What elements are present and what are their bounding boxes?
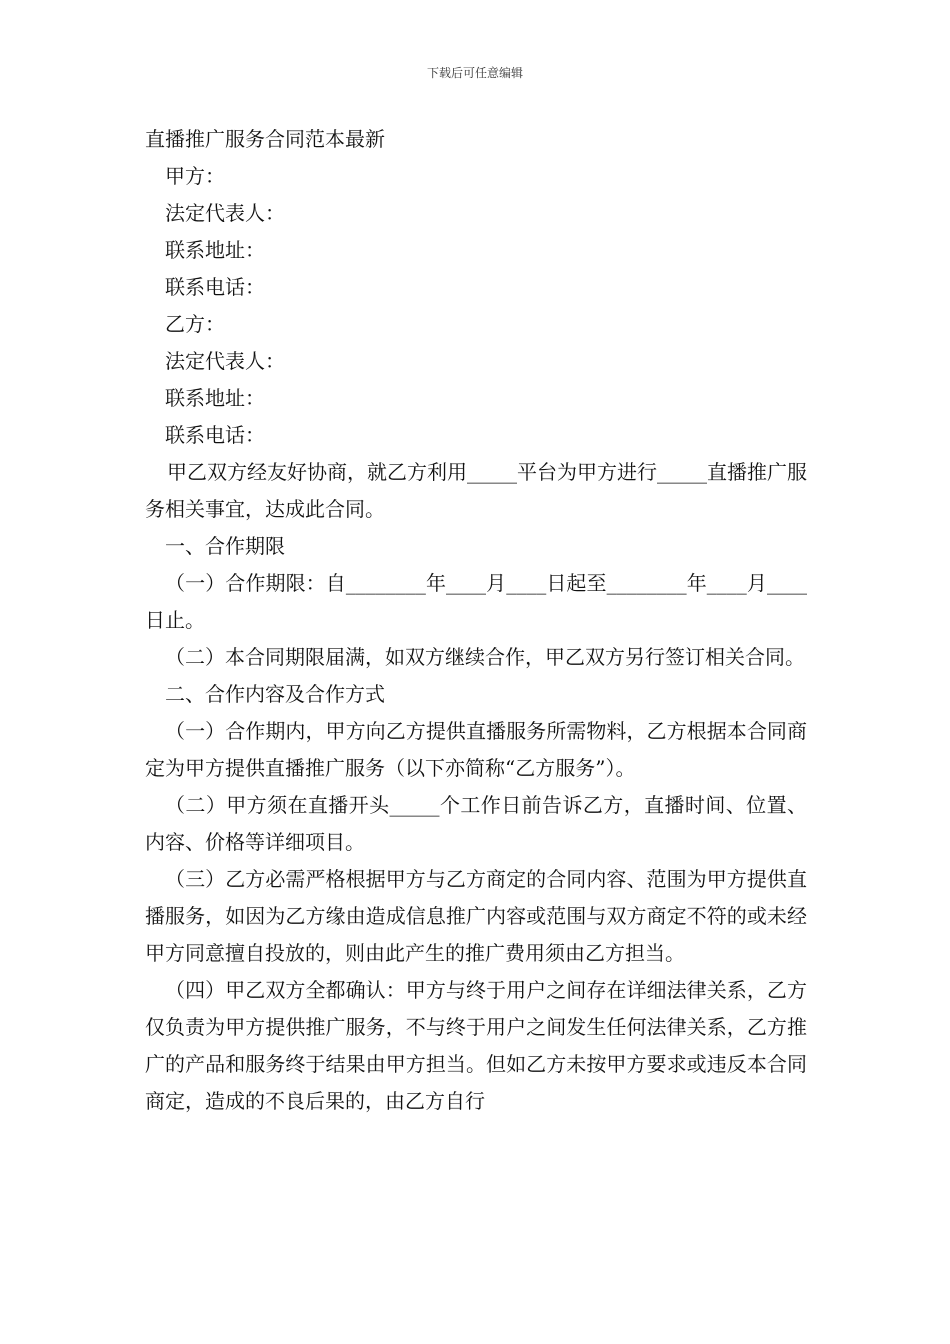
section-1-item-2: （二）本合同期限届满，如双方继续合作，甲乙双方另行签订相关合同。	[165, 645, 805, 669]
party-b-label: 乙方：	[165, 312, 225, 336]
document-title: 直播推广服务合同范本最新	[145, 127, 385, 151]
section-2-item-2: （二）甲方须在直播开头_____个工作日前告诉乙方，直播时间、位置、内容、价格等详细项目。	[145, 793, 807, 854]
section-2-item-3: （三）乙方必需严格根据甲方与乙方商定的合同内容、范围为甲方提供直播服务，如因为乙方缘由造成信息推广内容或范围与双方商定不符的或未经甲方同意擅自投放的，则由此产生的推广费用须由乙方担当。	[145, 867, 807, 965]
party-a-label: 甲方：	[165, 164, 225, 188]
party-b-address: 联系地址：	[165, 386, 265, 410]
section-2-heading: 二、合作内容及合作方式	[165, 682, 385, 706]
party-a-phone: 联系电话：	[165, 275, 265, 299]
party-a-address: 联系地址：	[165, 238, 265, 262]
section-1-item-1: （一）合作期限：自________年____月____日起至________年____月____日止。	[145, 571, 807, 632]
document-body	[145, 121, 807, 1120]
section-1-heading: 一、合作期限	[165, 534, 285, 558]
intro-paragraph: 甲乙双方经友好协商，就乙方利用_____平台为甲方进行_____直播推广服务相关事宜，达成此合同。	[145, 460, 807, 521]
section-2-item-1: （一）合作期内，甲方向乙方提供直播服务所需物料，乙方根据本合同商定为甲方提供直播推广服务（以下亦简称“乙方服务”）。	[145, 719, 807, 780]
header-note: 下载后可任意编辑	[426, 66, 523, 80]
party-b-representative: 法定代表人：	[165, 349, 285, 373]
section-2-item-4: （四）甲乙双方全都确认：甲方与终于用户之间存在详细法律关系，乙方仅负责为甲方提供推广服务，不与终于用户之间发生任何法律关系，乙方推广的产品和服务终于结果由甲方担当。但如乙方未按甲方要求或违反本合同商定，造成的不良后果的，由乙方自行	[145, 978, 807, 1113]
party-b-phone: 联系电话：	[165, 423, 265, 447]
party-a-representative: 法定代表人：	[165, 201, 285, 225]
